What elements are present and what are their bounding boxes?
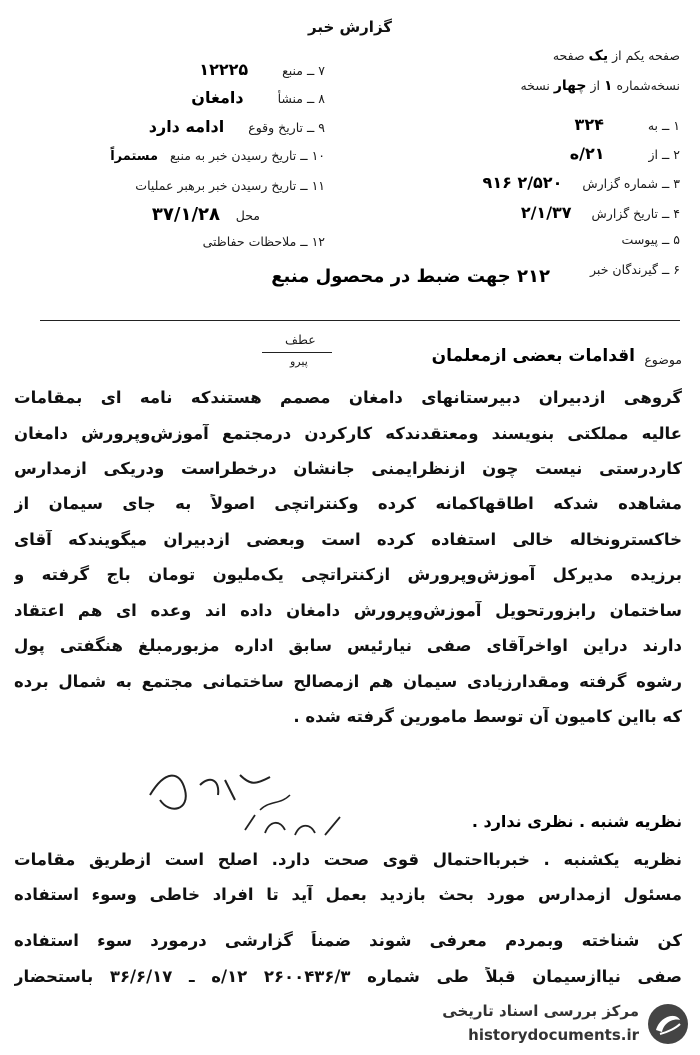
- recipients-value: ۲۱۲ جهت ضبط در محصول منبع: [271, 266, 550, 287]
- body-line: کاردرستی نیست چون ازنظرایمنی جانشان درخطراست ودریکی ازمدارس: [14, 459, 682, 478]
- field-from: ۲ ــ از ۲۱/ه: [569, 144, 680, 163]
- location-date-value: ۳۷/۱/۲۸: [151, 204, 220, 225]
- field-origin: ۸ ــ منشأ دامغان: [191, 88, 325, 107]
- field-to: ۱ ــ به ۳۲۴: [574, 115, 680, 134]
- header-divider: [40, 320, 680, 321]
- body-line: دارند دراین اواخرآقای صفی نیارئیس سابق اداره مزبورمبلغ هنگفتی پول: [14, 636, 682, 655]
- copy-suffix: نسخه: [520, 78, 550, 93]
- body-line: گروهی ازدبیران دبیرستانهای دامغان مصمم هستندکه نامه ای بمقامات: [14, 388, 682, 407]
- copy-total: چهار: [553, 78, 587, 94]
- field-date-to-ops: ۱۱ ــ تاریخ رسیدن خبر برهبر عملیات: [135, 178, 325, 193]
- opinion-sunday-line: نظریه یکشنبه . خبربااحتمال قوی صحت دارد. اصلح است ازطریق مقامات: [14, 850, 682, 869]
- field-report-number: ۳ ــ شماره گزارش ۲/۵۲۰ ۹۱۶: [482, 173, 680, 192]
- page-suffix: صفحه: [552, 48, 585, 63]
- page-count-row: [553, 48, 680, 64]
- body-line: مشاهده شدکه اطاقهاکمانه کرده وکنتراتچی اصولاً به جای سیمان از: [14, 494, 682, 513]
- body-line: عالیه مملکتی بنویسند ومعتقدندکه کارکردن درمجتمع آموزش‌وپرورش دامغان: [14, 424, 682, 443]
- atf-divider: [262, 352, 332, 353]
- body-line: که بااین کامیون آن توسط مامورین گرفته شده .: [293, 707, 682, 726]
- opinion-sunday-line: کن شناخته وبمردم معرفی شوند ضمناً گزارشی درمورد سوء استفاده: [14, 931, 682, 950]
- body-line: برزیده مدیرکل آموزش‌وپرورش ازکنتراتچی یک‌ملیون تومان باج گرفته و: [14, 565, 682, 584]
- watermark-text: مرکز بررسی اسناد تاریخی: [442, 1002, 639, 1020]
- body-line: رشوه گرفته ومقدارزیادی سیمان هم ازمصالح ساختمانی مجتمع به شمال برده: [14, 672, 682, 691]
- field-source: ۷ ــ منبع ۱۲۲۲۵: [199, 60, 325, 79]
- field-attachment: ۵ ــ پیوست: [621, 232, 680, 247]
- field-recipients: ۶ ــ گیرندگان خبر: [590, 262, 680, 277]
- field-date-to-source: ۱۰ ــ تاریخ رسیدن خبر به منبع مستمراً: [110, 148, 325, 164]
- body-line: ساختمان رابزورتحویل آموزش‌وپرورش دامغان داده اند وعده ای هم اعتقاد: [14, 601, 682, 620]
- page-value: یک: [588, 48, 609, 64]
- watermark-url: historydocuments.ir: [468, 1026, 639, 1044]
- peyro-label: پیرو: [290, 355, 308, 368]
- handwritten-scribble: [240, 805, 360, 845]
- document-title: گزارش خبر: [307, 18, 393, 36]
- archive-logo-icon: [646, 1002, 690, 1046]
- copy-value: ۱: [603, 78, 613, 94]
- atf-label: عطف: [285, 332, 316, 347]
- copy-number-row: [520, 78, 680, 94]
- body-line: خاکسترونخاله خالی استفاده کرده است وبعضی ازدبیران میگویندکه آقای: [14, 530, 682, 549]
- watermark: [395, 998, 695, 1053]
- copy-label: نسخه‌شماره: [616, 78, 680, 93]
- subject-label: موضوع: [644, 352, 682, 367]
- field-security-notes: ۱۲ ــ ملاحظات حفاظتی: [202, 234, 325, 249]
- subject-value: اقدامات بعضی ازمعلمان: [431, 346, 635, 366]
- opinion-sunday-line: صفی نیاازسیمان قبلاً طی شماره ۲۶۰۰۴۳۶/۳‌ ۱۲/ه ـ ۳۶/۶/۱۷ باستحضار: [14, 967, 682, 986]
- field-report-date: ۴ ــ تاریخ گزارش ۲/۱/۳۷: [520, 203, 680, 222]
- field-location-label: محل: [235, 208, 260, 223]
- field-event-date: ۹ ــ تاریخ وقوع ادامه دارد: [148, 117, 325, 136]
- opinion-saturday: نظریه شنبه . نظری ندارد .: [471, 812, 682, 831]
- page-label: صفحه یکم از: [612, 48, 680, 63]
- opinion-sunday-line: مسئول ازمدارس مورد بحث بازدید بعمل آید تا افراد خاطی وسوء استفاده: [14, 885, 682, 904]
- copy-from: از: [590, 78, 600, 93]
